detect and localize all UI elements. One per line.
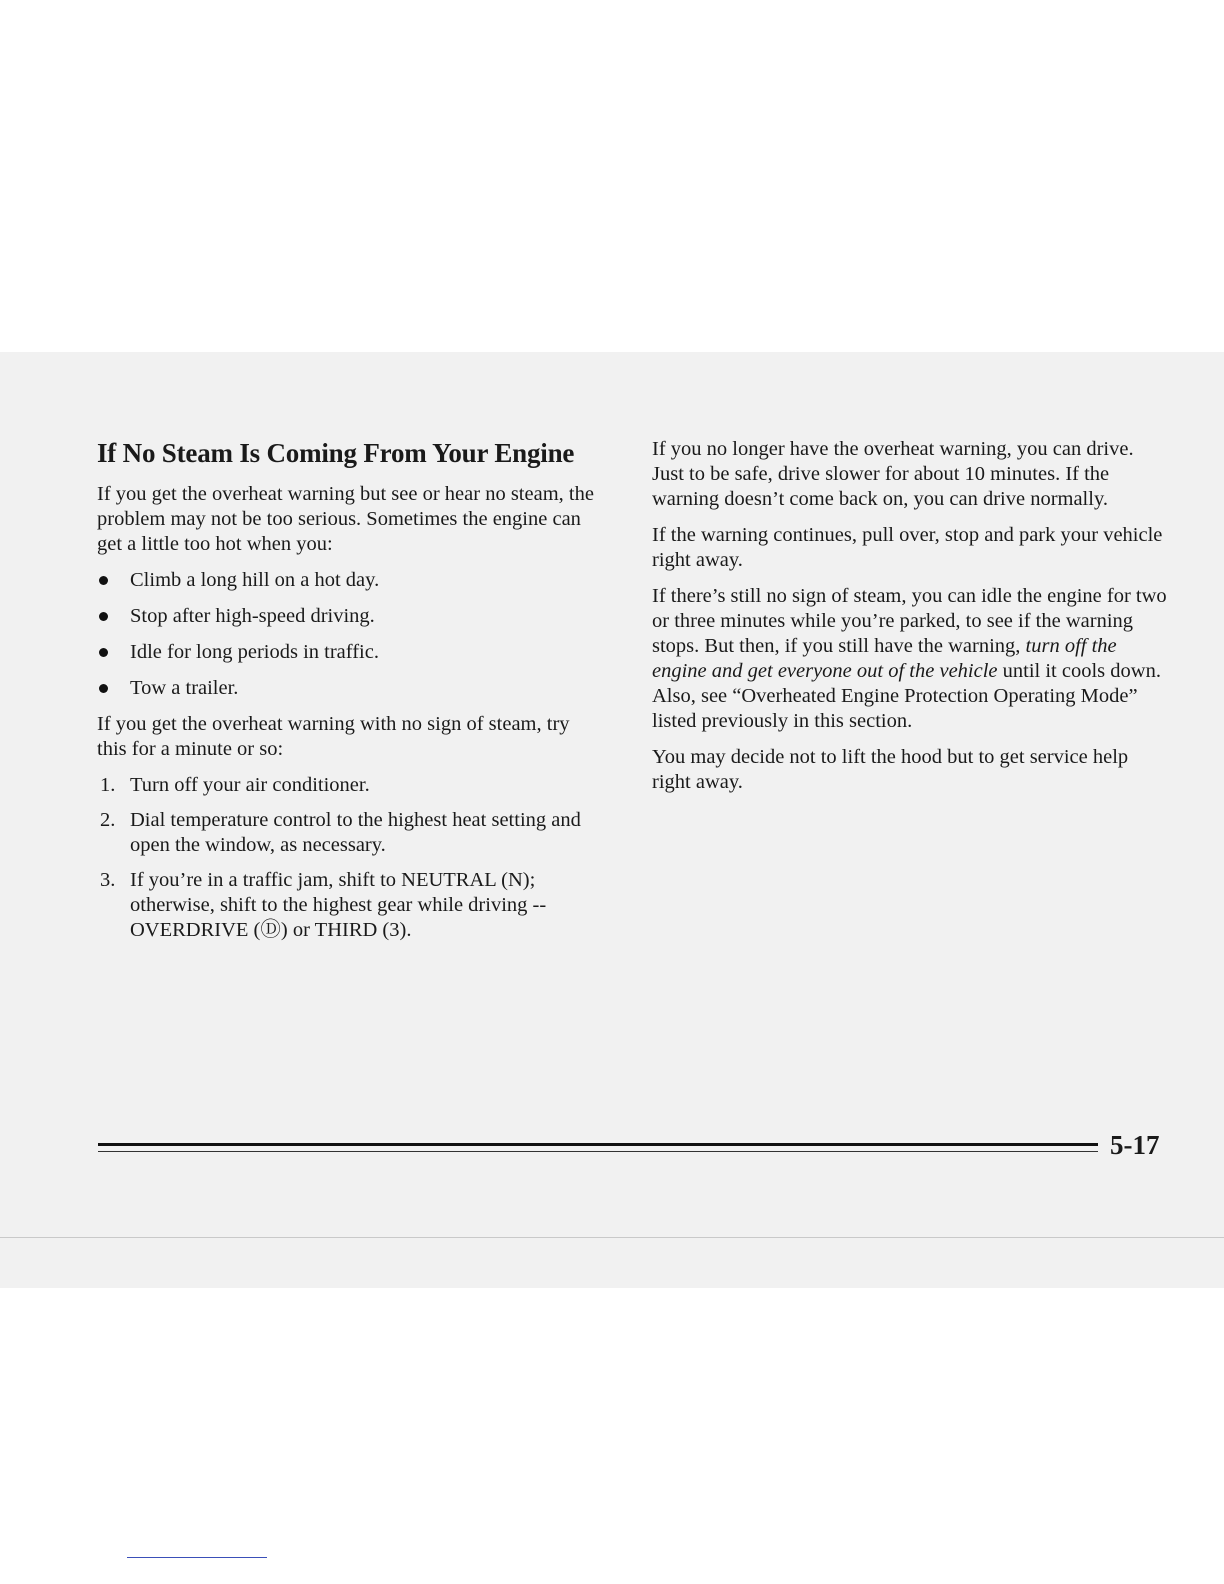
steps-list bbox=[97, 773, 602, 943]
list-item: Stop after high-speed driving. bbox=[97, 604, 602, 629]
no-warning-paragraph: If you no longer have the overheat warning, you can drive. Just to be safe, drive slower for about 10 minutes. If the warning doesn’t come back on, you can drive normally. bbox=[652, 438, 1134, 510]
section-heading: If No Steam Is Coming From Your Engine bbox=[97, 438, 575, 468]
bullet-icon bbox=[99, 612, 108, 621]
list-item: Climb a long hill on a hot day. bbox=[97, 568, 602, 593]
right-column bbox=[652, 437, 1167, 806]
bullet-icon bbox=[99, 684, 108, 693]
idle-engine-paragraph: If there’s still no sign of steam, you can idle the engine for two or three minutes while you’re parked, to see if the warning stops. But then, if you still have the warning, turn off the engine and get everyone out of the vehicle until it cools down. Also, see “Overheated Engine Protection Operating Mode” listed previously in this section. bbox=[652, 585, 1167, 732]
footer-rule-thin bbox=[98, 1151, 1098, 1152]
try-paragraph: If you get the overheat warning with no sign of steam, try this for a minute or so: bbox=[97, 713, 570, 760]
footer-rule bbox=[98, 1143, 1098, 1146]
bullet-icon bbox=[99, 648, 108, 657]
step-item: 3. If you’re in a traffic jam, shift to NEUTRAL (N); otherwise, shift to the highest gear while driving -- OVERDRIVE (Ⓓ) or THIRD (3). bbox=[100, 869, 547, 941]
list-item: Tow a trailer. bbox=[97, 676, 602, 701]
service-paragraph: You may decide not to lift the hood but to get service help right away. bbox=[652, 746, 1129, 793]
causes-list bbox=[97, 568, 602, 701]
bottom-mark-line bbox=[127, 1557, 267, 1558]
step-item: 2. Dial temperature control to the highest heat setting and open the window, as necessary. bbox=[100, 809, 581, 856]
page-number: 5-17 bbox=[1110, 1130, 1160, 1160]
warning-continues-paragraph: If the warning continues, pull over, stop and park your vehicle right away. bbox=[652, 524, 1163, 571]
bullet-icon bbox=[99, 576, 108, 585]
page-edge-line bbox=[0, 1237, 1224, 1238]
intro-paragraph: If you get the overheat warning but see or hear no steam, the problem may not be too serious. Sometimes the engine can get a little too hot when you: bbox=[97, 483, 594, 555]
list-item: Idle for long periods in traffic. bbox=[97, 640, 602, 665]
step-item: 1. Turn off your air conditioner. bbox=[100, 774, 370, 796]
warning-emphasis: turn off the engine and get everyone out of the vehicle bbox=[652, 635, 1117, 682]
left-column bbox=[97, 437, 602, 953]
